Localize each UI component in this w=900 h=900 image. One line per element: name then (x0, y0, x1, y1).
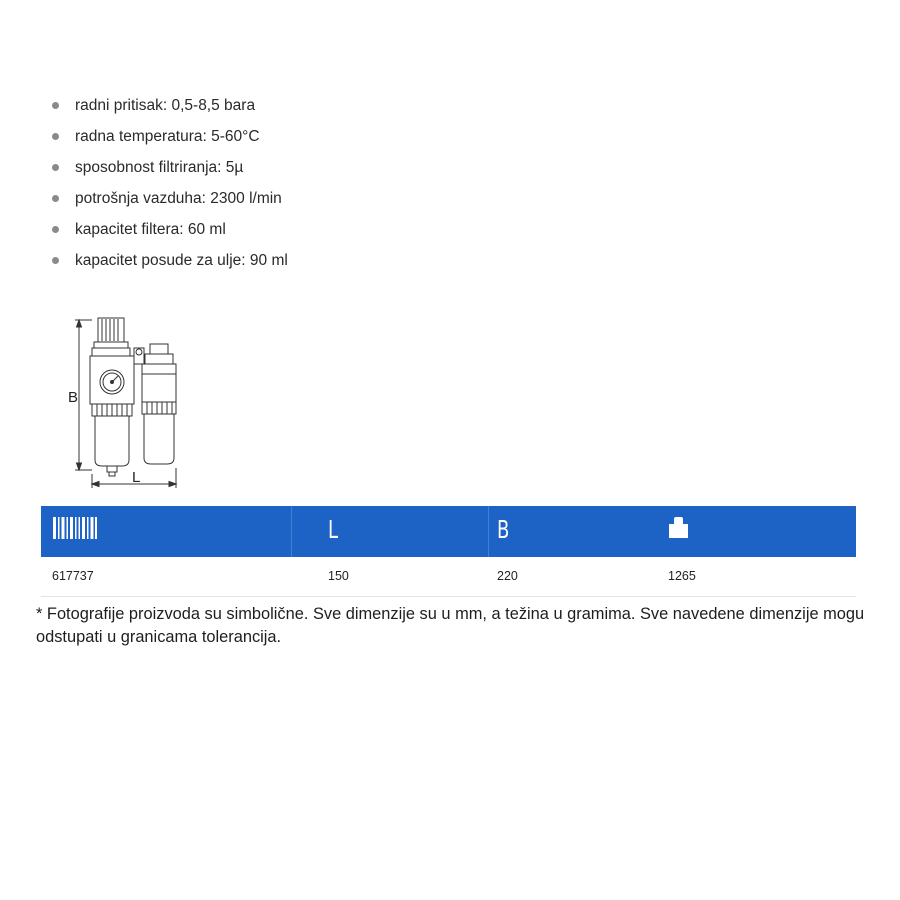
spec-text: kapacitet filtera: 60 ml (75, 221, 226, 238)
bullet-icon (52, 257, 59, 264)
column-separator (488, 506, 489, 557)
spec-item (48, 127, 288, 158)
spec-item (48, 158, 288, 189)
spec-item (48, 96, 288, 127)
spec-list (48, 96, 288, 282)
table-row (41, 557, 856, 597)
barcode-column-header (53, 506, 97, 557)
spec-text: sposobnost filtriranja: 5µ (75, 159, 244, 176)
bullet-icon (52, 102, 59, 109)
table-header (41, 506, 856, 557)
spec-item (48, 220, 288, 251)
bullet-icon (52, 226, 59, 233)
length-column-header: L (328, 515, 339, 544)
height-column-header: B (497, 515, 510, 544)
product-dimension-drawing (62, 312, 192, 492)
length-label: L (132, 469, 141, 486)
disclaimer-note: * Fotografije proizvoda su simbolične. Sve dimenzije su u mm, a težina u gramima. Sve navedene dimenzije mogu odstupati u granicama tolerancija. (36, 605, 865, 646)
weight-value: 1265 (668, 569, 696, 583)
spec-text: radna temperatura: 5-60°C (75, 128, 260, 145)
spec-text: potrošnja vazduha: 2300 l/min (75, 190, 282, 207)
weight-icon (668, 506, 690, 557)
column-separator (291, 506, 292, 557)
product-code: 617737 (52, 569, 94, 583)
bullet-icon (52, 164, 59, 171)
height-label: B (68, 389, 79, 406)
barcode-icon (53, 506, 97, 557)
spec-text: kapacitet posude za ulje: 90 ml (75, 252, 288, 269)
spec-item (48, 251, 288, 282)
height-value: 220 (497, 569, 518, 583)
length-value: 150 (328, 569, 349, 583)
spec-item (48, 189, 288, 220)
bullet-icon (52, 195, 59, 202)
spec-text: radni pritisak: 0,5-8,5 bara (75, 97, 256, 114)
bullet-icon (52, 133, 59, 140)
weight-column-header (668, 506, 690, 557)
